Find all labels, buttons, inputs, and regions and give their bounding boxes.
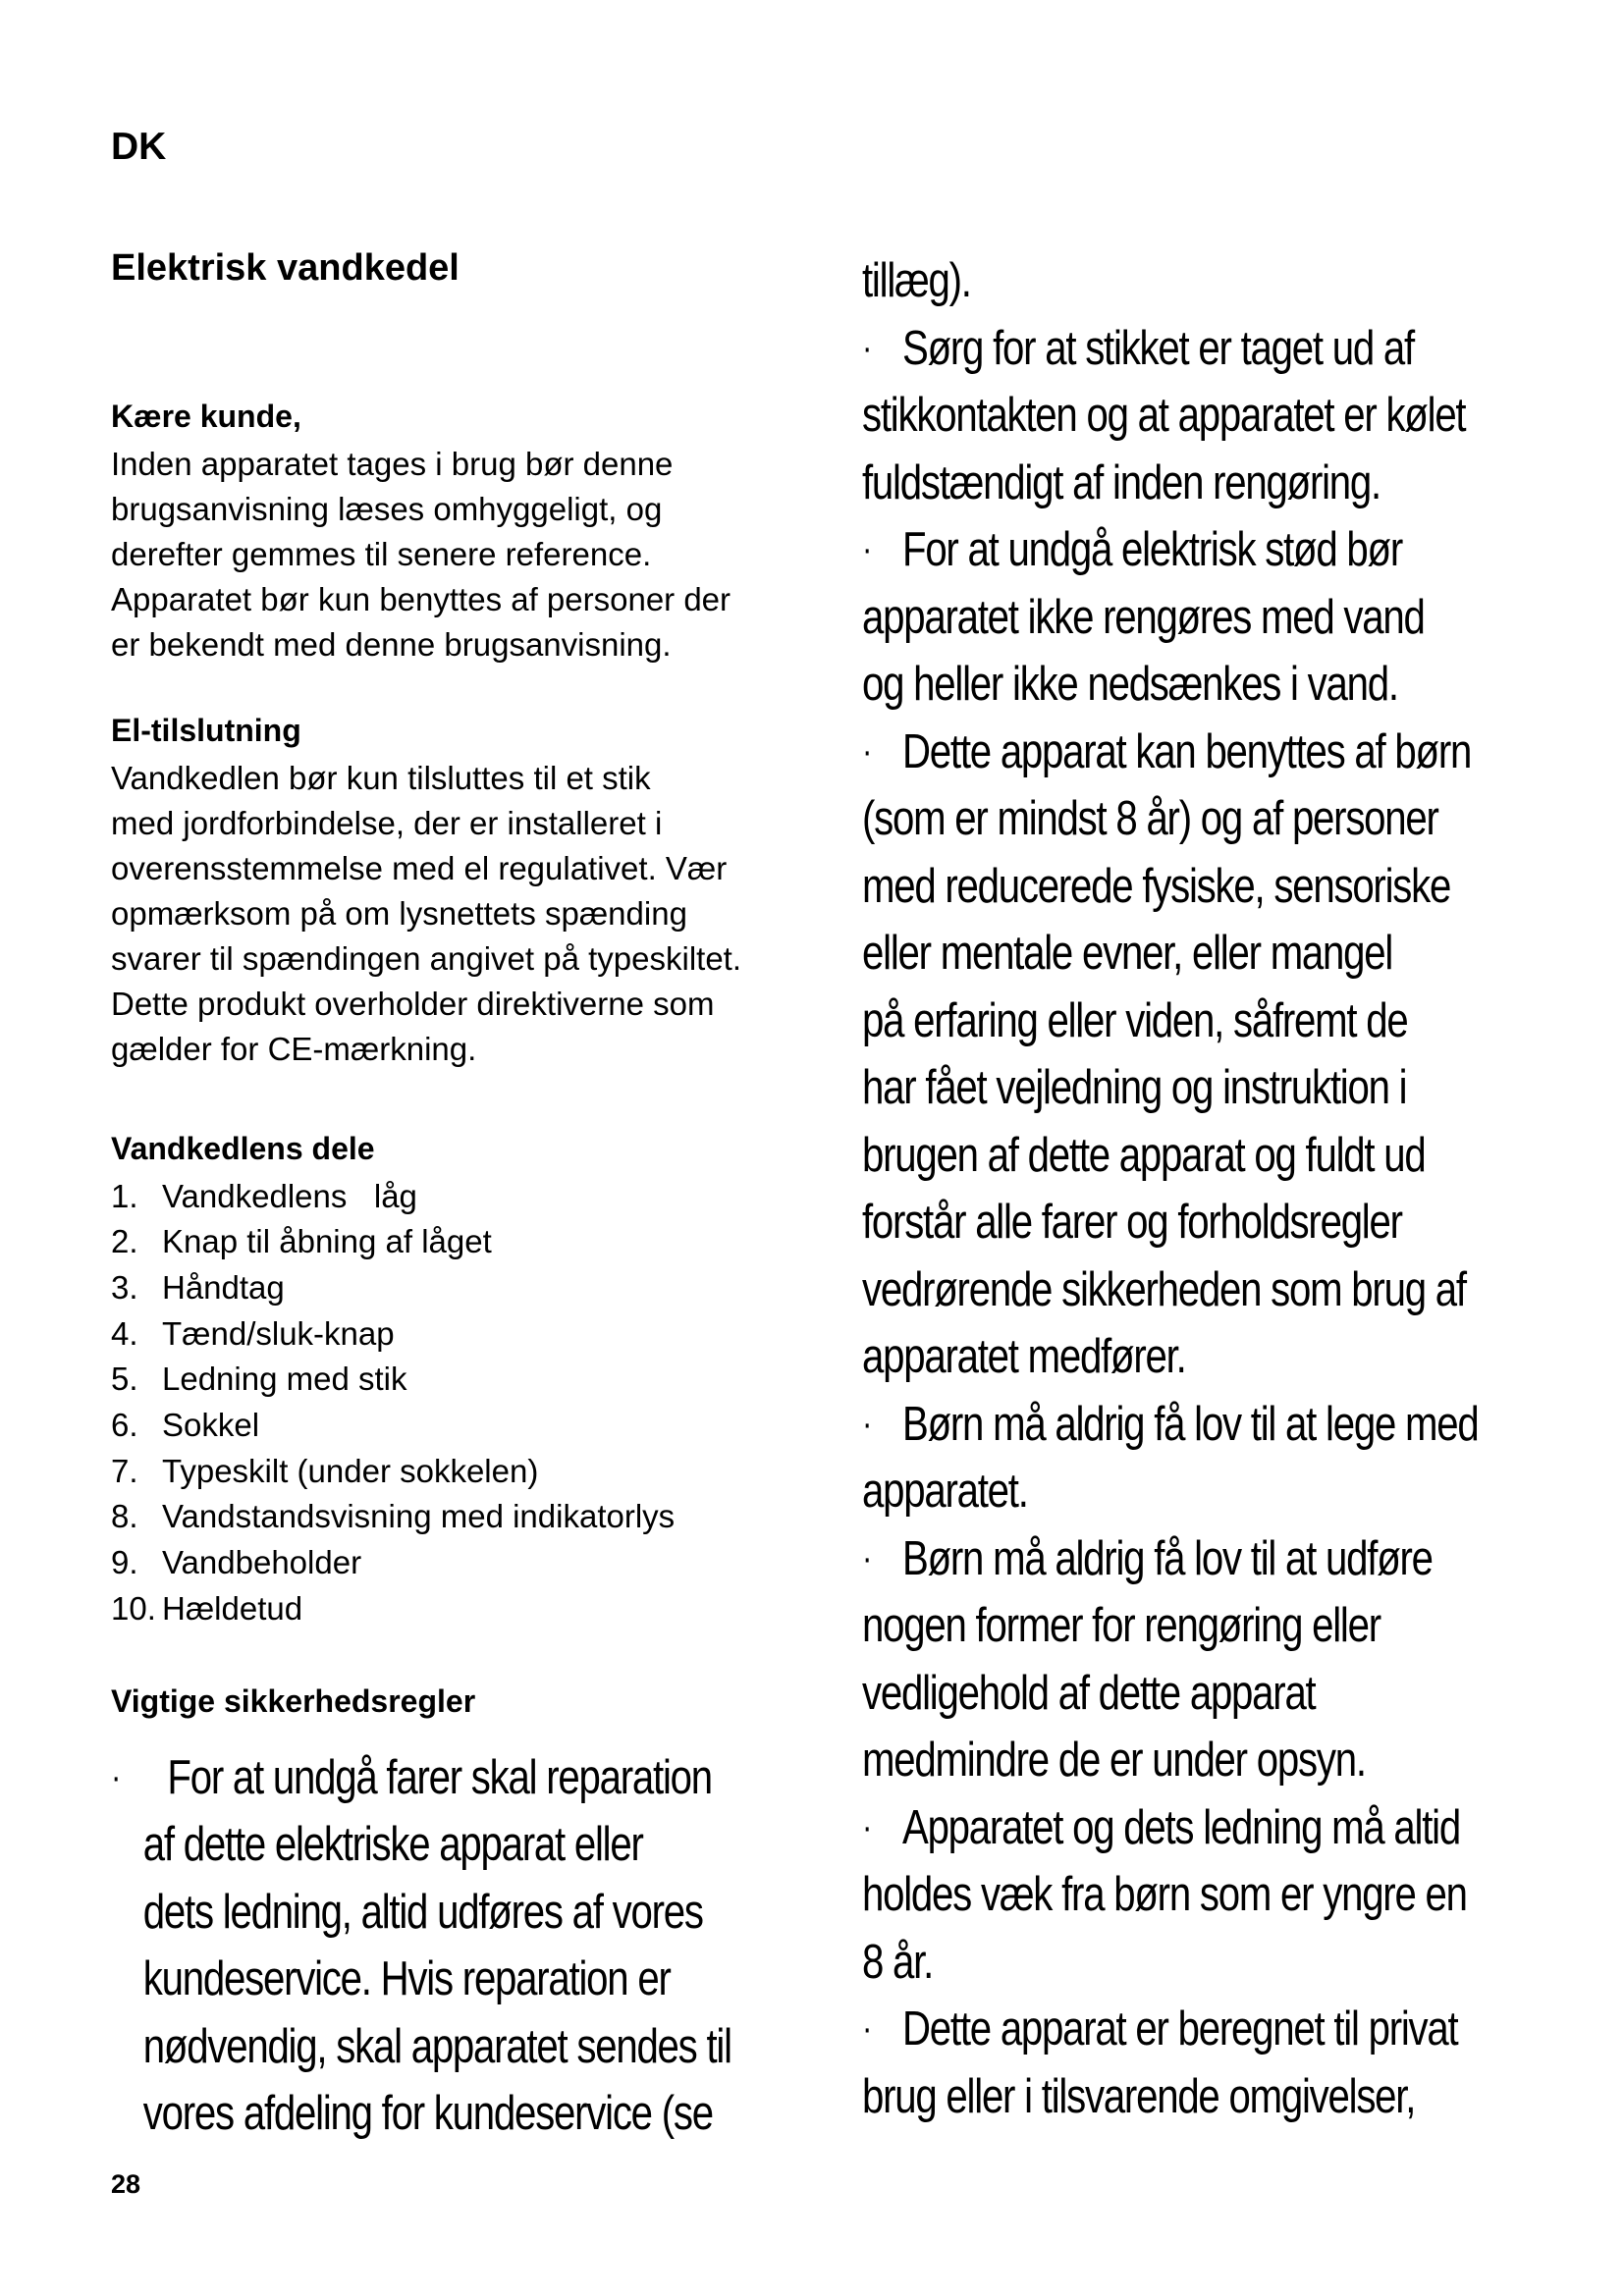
text-line: gælder for CE-mærkning.	[111, 1030, 477, 1067]
text-line: svarer til spændingen angivet på typeskiltet.	[111, 939, 742, 977]
text-line: (som er mindst 8 år) og af personer	[862, 792, 1438, 845]
text-line: forstår alle farer og forholdsregler	[862, 1196, 1402, 1249]
bullet-icon: ·	[862, 529, 872, 570]
list-item	[111, 1540, 798, 1586]
list-item	[111, 1403, 798, 1449]
text-line: For at undgå elektrisk stød bør	[902, 523, 1402, 576]
text-line: kundeservice. Hvis reparation er	[142, 1952, 671, 2006]
item-number: 8.	[111, 1498, 138, 1535]
safety-item	[862, 516, 1554, 719]
text-line: af dette elektriske apparat eller	[142, 1818, 643, 1872]
bullet-icon: ·	[862, 2008, 872, 2050]
text-line: Apparatet og dets ledning må altid	[902, 1800, 1460, 1854]
safety-item	[862, 1996, 1554, 2130]
safety-heading: Vigtige sikkerhedsregler	[111, 1682, 476, 1719]
text-line: Vandkedlen bør kun tilsluttes til et stik	[111, 759, 651, 796]
text-line: Dette apparat er beregnet til privat	[902, 2002, 1458, 2056]
text-line: vedrørende sikkerheden som brug af	[862, 1262, 1466, 1316]
bullet-icon: ·	[862, 327, 872, 369]
item-label: Vandkedlens låg	[162, 1177, 417, 1214]
left-column	[111, 245, 798, 2148]
safety-item	[862, 1391, 1554, 1525]
text-line: apparatet medfører.	[862, 1330, 1186, 1383]
item-number: 3.	[111, 1268, 138, 1306]
electrical-text	[111, 756, 798, 1072]
item-label: Vandstandsvisning med indikatorlys	[162, 1498, 676, 1535]
electrical-heading: El-tilslutning	[111, 712, 301, 748]
text-line: holdes væk fra børn som er yngre en	[862, 1868, 1467, 1921]
item-number: 7.	[111, 1452, 138, 1489]
electrical-section	[111, 711, 798, 1072]
item-number: 2.	[111, 1223, 138, 1260]
text-line: 8 år.	[862, 1935, 934, 1989]
safety-section	[111, 1682, 798, 2148]
text-line: har fået vejledning og instruktion i	[862, 1061, 1407, 1114]
bullet-icon: ·	[111, 1756, 121, 1798]
language-code: DK	[111, 126, 167, 168]
right-column	[862, 247, 1549, 2130]
safety-item	[862, 719, 1554, 1391]
list-item	[111, 1174, 798, 1220]
text-line: Børn må aldrig få lov til at lege med	[902, 1397, 1479, 1451]
safety-item	[111, 1744, 803, 2148]
text-line: Sørg for at stikket er taget ud af	[902, 321, 1414, 375]
safety-list-right	[862, 247, 1554, 2130]
text-line: med reducerede fysiske, sensoriske	[862, 859, 1451, 913]
item-number: 4.	[111, 1314, 138, 1352]
text-line: fuldstændigt af inden rengøring.	[862, 455, 1380, 509]
text-line: vedligehold af dette apparat	[862, 1666, 1316, 1720]
text-line: dets ledning, altid udføres af vores	[142, 1885, 703, 1939]
text-line: brugen af dette apparat og fuldt ud	[862, 1128, 1426, 1182]
text-line: opmærksom på om lysnettets spænding	[111, 894, 687, 932]
item-number: 9.	[111, 1544, 138, 1581]
safety-item	[862, 1525, 1554, 1794]
page-number: 28	[111, 2169, 141, 2199]
item-label: Ledning med stik	[162, 1361, 407, 1398]
text-line: medmindre de er under opsyn.	[862, 1734, 1366, 1787]
item-label: Tænd/sluk-knap	[162, 1314, 395, 1352]
text-line: eller mentale evner, eller mangel	[862, 927, 1393, 980]
greeting-section	[111, 397, 798, 667]
text-line: apparatet.	[862, 1465, 1028, 1518]
text-line: på erfaring eller viden, såfremt de	[862, 993, 1408, 1047]
text-line: stikkontakten og at apparatet er kølet	[862, 389, 1466, 442]
list-item	[111, 1311, 798, 1358]
text-line: derefter gemmes til senere reference.	[111, 535, 652, 572]
text-line: vores afdeling for kundeservice (se	[142, 2087, 713, 2141]
text-line: brug eller i tilsvarende omgivelser,	[862, 2069, 1416, 2123]
parts-list	[111, 1174, 798, 1632]
text-line: er bekendt med denne brugsanvisning.	[111, 625, 672, 663]
safety-item	[862, 315, 1554, 517]
greeting-text	[111, 442, 798, 667]
text-line: og heller ikke nedsænkes i vand.	[862, 658, 1398, 711]
list-item	[111, 1265, 798, 1311]
list-item	[111, 1494, 798, 1540]
item-label: Sokkel	[162, 1407, 260, 1444]
safety-item	[862, 1794, 1554, 1997]
item-number: 1.	[111, 1177, 138, 1214]
text-line: nødvendig, skal apparatet sendes til	[142, 2019, 731, 2073]
text-line: Apparatet bør kun benyttes af personer der	[111, 580, 731, 617]
bullet-icon: ·	[862, 1403, 872, 1445]
text-line: apparatet ikke rengøres med vand	[862, 590, 1425, 644]
item-label: Hældetud	[162, 1589, 303, 1627]
safety-list-left	[111, 1744, 803, 2148]
text-line: Inden apparatet tages i brug bør denne	[111, 445, 674, 482]
text-line: Dette produkt overholder direktiverne som	[111, 985, 715, 1022]
bullet-icon: ·	[862, 1806, 872, 1848]
item-label: Typeskilt (under sokkelen)	[162, 1452, 539, 1489]
item-number: 10.	[111, 1589, 156, 1627]
text-line: overensstemmelse med el regulativet. Vær	[111, 849, 728, 886]
item-label: Knap til åbning af låget	[162, 1223, 492, 1260]
item-label: Vandbeholder	[162, 1544, 362, 1581]
text-line: Børn må aldrig få lov til at udføre	[902, 1531, 1433, 1585]
text-line: brugsanvisning læses omhyggeligt, og	[111, 490, 663, 527]
text-line: Dette apparat kan benyttes af børn	[902, 724, 1472, 778]
parts-heading: Vandkedlens dele	[111, 1130, 375, 1166]
bullet-icon: ·	[862, 1537, 872, 1579]
bullet-icon: ·	[862, 730, 872, 773]
list-item	[111, 1357, 798, 1403]
list-item	[111, 1449, 798, 1495]
list-item	[111, 1219, 798, 1265]
text-line: med jordforbindelse, der er installeret i	[111, 804, 663, 841]
text-line: For at undgå farer skal reparation	[167, 1750, 712, 1804]
page-title: Elektrisk vandkedel	[111, 247, 460, 289]
item-number: 5.	[111, 1361, 138, 1398]
item-number: 6.	[111, 1407, 138, 1444]
continuation-text: tillæg).	[862, 254, 971, 307]
item-label: Håndtag	[162, 1268, 285, 1306]
parts-section	[111, 1129, 798, 1632]
list-item	[111, 1586, 798, 1632]
greeting-heading: Kære kunde,	[111, 398, 301, 434]
text-line: nogen former for rengøring eller	[862, 1599, 1380, 1652]
